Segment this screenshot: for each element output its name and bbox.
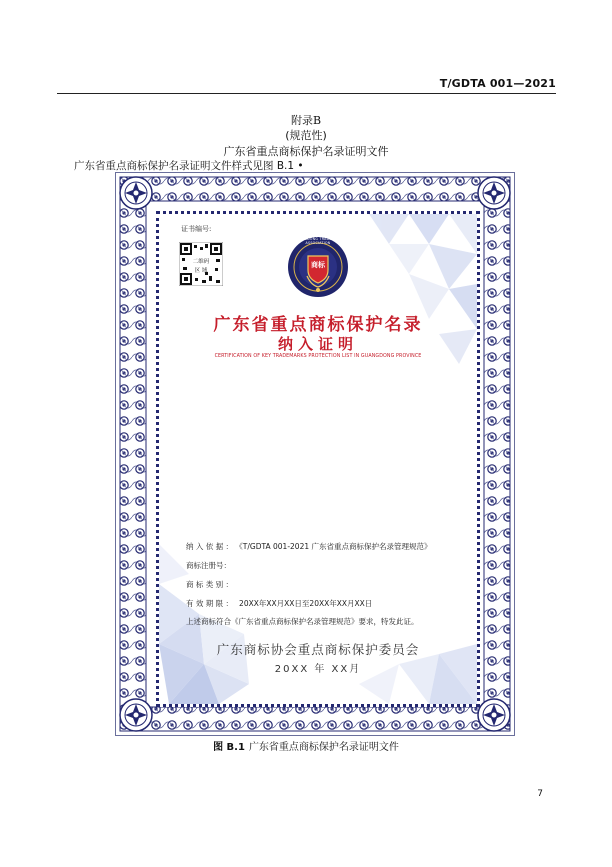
certificate-number-label: 证书编号:: [181, 225, 212, 233]
qr-label-line1: 二维码: [192, 259, 210, 265]
appendix-label: 附录B: [290, 114, 322, 127]
emblem-text: 商标: [311, 261, 325, 269]
certificate-statement: 上述商标符合《广东省重点商标保护名录管理规范》要求，特发此证。: [186, 617, 419, 626]
field-registration-number: [186, 560, 237, 571]
certificate-title-english: CERTIFICATION OF KEY TRADEMARKS PROTECTION LIST IN GUANGDONG PROVINCE: [214, 354, 422, 359]
field-validity: [186, 598, 372, 609]
field-label: 有 效 期 限 ：: [186, 599, 234, 608]
field-label: 商 标 类 别 ：: [186, 580, 234, 589]
certificate: [115, 172, 515, 736]
figure-caption: [0, 738, 612, 753]
field-value: 20XX年XX月XX日至20XX年XX月XX日: [239, 599, 373, 608]
qr-label-line2: 区 域: [194, 268, 208, 274]
certificate-title-line2: 纳入证明: [277, 335, 358, 353]
appendix-nature: (规范性): [285, 129, 327, 142]
field-label: 纳 入 依 据 ：: [186, 542, 234, 551]
issuing-committee: 广东商标协会重点商标保护委员会: [216, 642, 420, 657]
field-value: 《T/GDTA 001-2021 广东省重点商标保护名录管理规范》: [239, 542, 432, 551]
field-basis: [186, 541, 432, 552]
field-category: [186, 579, 239, 590]
appendix-title: 广东省重点商标保护名录证明文件: [223, 145, 389, 158]
document-code: T/GDTA 001—2021: [439, 77, 556, 90]
issue-date: 20XX 年 XX月: [274, 664, 362, 675]
header-rule: [57, 93, 556, 94]
figure-caption-text: 广东省重点商标保护名录证明文件: [248, 742, 399, 753]
certificate-title-line1: 广东省重点商标保护名录: [213, 315, 423, 335]
intro-text: 广东省重点商标保护名录证明文件样式见图 B.1 •: [74, 160, 304, 172]
certificate-body: [156, 211, 480, 707]
figure-number: 图 B.1: [213, 742, 245, 753]
emblem-ring-text: GUANGDONG TRADEMARK ASSOCIATION: [293, 237, 343, 245]
field-label: 商标注册号：: [186, 561, 231, 570]
page-number: 7: [537, 789, 543, 799]
